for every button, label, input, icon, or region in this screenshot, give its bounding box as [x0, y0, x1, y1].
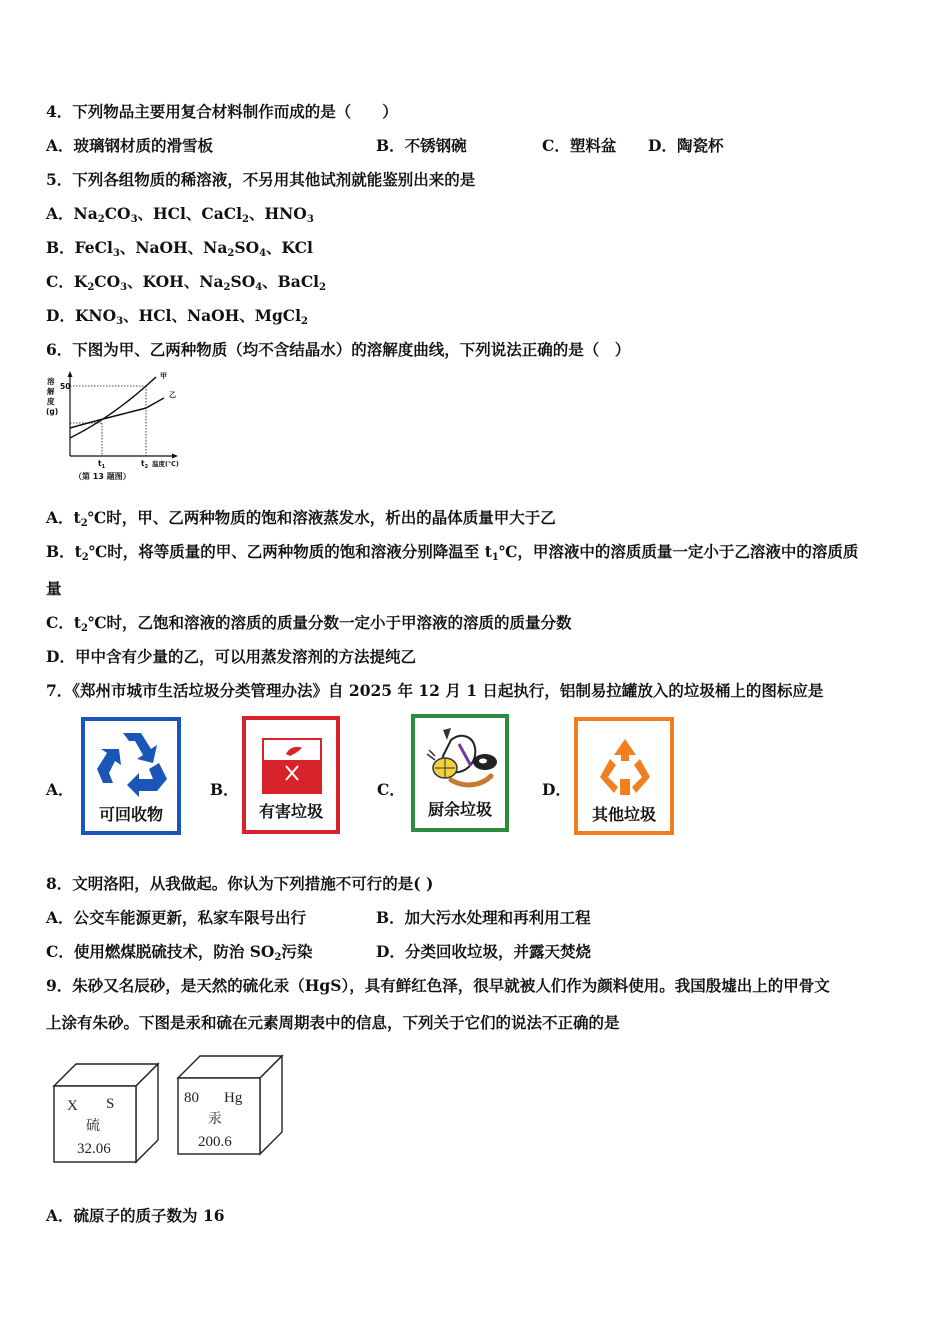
q7-option-c-label[interactable]: C． — [377, 780, 405, 799]
q5-a-p3: 、HCl、CaCl — [137, 204, 243, 223]
q6-b-s2: 1 — [491, 552, 499, 563]
q4-option-c[interactable]: C．塑料盆 — [542, 136, 617, 155]
sulfur-name: 硫 — [86, 1118, 100, 1134]
q8-option-d[interactable]: D．分类回收垃圾，并露天焚烧 — [376, 942, 591, 961]
ylabel-3: (g) — [46, 407, 59, 416]
ylabel-2: 度 — [47, 397, 55, 406]
q5-a-p4: 、HNO — [248, 204, 307, 223]
q5-c-s1: 2 — [87, 282, 95, 293]
q7-option-d-label[interactable]: D． — [542, 780, 571, 799]
q5-option-c[interactable] — [46, 272, 326, 292]
q8-options-row2 — [46, 942, 906, 962]
q6-c-t2: ℃时，乙饱和溶液的溶质的质量分数一定小于甲溶液的溶质的质量分数 — [87, 613, 572, 632]
q6-a-t2: ℃时，甲、乙两种物质的饱和溶液蒸发水，析出的晶体质量甲大于乙 — [87, 508, 556, 527]
q4-stem: 4．下列物品主要用复合材料制作而成的是（ ） — [46, 102, 398, 121]
y-tick-50: 50 — [60, 382, 71, 391]
q5-option-a[interactable] — [46, 204, 314, 224]
series-label-jia: 甲 — [160, 372, 167, 380]
q5-option-b[interactable] — [46, 238, 313, 258]
q5-a-s4: 3 — [306, 214, 314, 225]
q5-d-s1: 3 — [116, 316, 124, 327]
q7-option-b-label[interactable]: B． — [210, 780, 239, 799]
recycle-icon — [93, 727, 171, 799]
q5-a-p2: CO — [104, 204, 131, 223]
q5-a-s1: 2 — [97, 214, 105, 225]
curve-yi — [70, 398, 164, 428]
q6-a-s1: 2 — [80, 518, 88, 529]
q8-c-t1: C．使用燃煤脱硫技术，防治 SO — [46, 942, 275, 961]
q5-c-s4: 4 — [255, 282, 263, 293]
solubility-chart — [44, 368, 194, 486]
q4-option-a[interactable]: A．玻璃钢材质的滑雪板 — [46, 136, 214, 155]
q5-d-s2: 2 — [301, 316, 308, 327]
hazard-icon-frame — [262, 738, 322, 794]
q6-b-t1: B．t — [46, 542, 82, 561]
sulfur-number: X — [67, 1098, 78, 1114]
q5-b-p2: 、NaOH、Na — [119, 238, 228, 257]
q8-option-c[interactable] — [46, 942, 312, 962]
q7-option-a-label[interactable]: A． — [46, 780, 74, 799]
q5-stem: 5．下列各组物质的稀溶液，不另用其他试剂就能鉴别出来的是 — [46, 170, 476, 189]
other-waste-icon — [596, 735, 654, 799]
q6-c-t1: C．t — [46, 613, 81, 632]
mercury-mass: 200.6 — [198, 1134, 232, 1150]
q5-a-label: A． — [46, 204, 74, 223]
q6-b-t2: ℃时，将等质量的甲、乙两种物质的饱和溶液分别降温至 t — [88, 542, 492, 561]
x-tick-t2-sub: 2 — [144, 464, 149, 470]
mercury-name: 汞 — [208, 1111, 222, 1127]
q5-b-p4: 、KCl — [266, 238, 313, 257]
q6-b-t3: ℃，甲溶液中的溶质质量一定小于乙溶液中的溶质质 — [498, 542, 859, 561]
q5-b-s2: 2 — [227, 248, 235, 259]
q5-b-s1: 3 — [112, 248, 120, 259]
other-waste-bin-sign[interactable] — [574, 717, 674, 835]
q5-b-p3: SO — [234, 238, 260, 257]
food-scraps-icon — [421, 726, 503, 796]
hazardous-caption: 有害垃圾 — [258, 802, 323, 821]
q5-c-s3: 2 — [223, 282, 231, 293]
q5-a-s3: 2 — [242, 214, 249, 225]
mercury-symbol: Hg — [224, 1090, 243, 1106]
ylabel-0: 溶 — [47, 377, 55, 386]
q6-option-a[interactable] — [46, 508, 556, 528]
q4-option-d[interactable]: D．陶瓷杯 — [648, 136, 724, 155]
q5-b-s3: 4 — [259, 248, 267, 259]
q8-c-s1: 2 — [274, 952, 282, 963]
food-waste-bin-sign[interactable] — [411, 714, 509, 832]
mercury-element-cell — [174, 1052, 286, 1156]
q6-option-d[interactable]: D．甲中含有少量的乙，可以用蒸发溶剂的方法提纯乙 — [46, 647, 416, 666]
x-axis-arrow — [172, 454, 178, 459]
x-axis-label: 温度(℃) — [152, 460, 179, 468]
battery-hazard-icon — [282, 744, 304, 788]
ylabel-1: 解 — [47, 387, 55, 396]
q6-stem: 6．下图为甲、乙两种物质（均不含结晶水）的溶解度曲线，下列说法正确的是（ ） — [46, 340, 631, 359]
mercury-number: 80 — [184, 1090, 199, 1106]
sulfur-mass: 32.06 — [77, 1141, 111, 1157]
q5-b-label: B． — [46, 238, 75, 257]
x-tick-t1 — [98, 459, 106, 470]
hazardous-bin-sign[interactable] — [242, 716, 340, 834]
q8-option-b[interactable]: B．加大污水处理和再利用工程 — [376, 908, 591, 927]
q5-c-s5: 2 — [319, 282, 327, 293]
q6-option-b[interactable] — [46, 542, 858, 562]
q5-c-p1: K — [73, 272, 88, 291]
q7-stem: 7．《郑州市城市生活垃圾分类管理办法》自 2025 年 12 月 1 日起执行，铝制易拉罐放入的垃圾桶上的图标应是 — [46, 681, 824, 700]
q8-option-a[interactable]: A．公交车能源更新，私家车限号出行 — [46, 908, 307, 927]
q9-line2: 上涂有朱砂。下图是汞和硫在元素周期表中的信息，下列关于它们的说法不正确的是 — [46, 1013, 620, 1032]
q6-c-s1: 2 — [81, 623, 88, 634]
q9-line1: 9．朱砂又名辰砂，是天然的硫化汞（HgS），具有鲜红色泽，很早就被人们作为颜料使用。我国殷墟出上的甲骨文 — [46, 976, 830, 995]
x-tick-t1-base: t — [98, 459, 102, 468]
q5-c-label: C． — [46, 272, 74, 291]
q5-c-p4: SO — [230, 272, 256, 291]
other-waste-caption: 其他垃圾 — [591, 805, 656, 824]
sulfur-symbol: S — [106, 1096, 115, 1112]
q6-a-t1: A．t — [46, 508, 81, 527]
q4-option-b[interactable]: B．不锈钢碗 — [376, 136, 467, 155]
q6-option-b-cont: 量 — [46, 579, 62, 598]
chart-caption: （第 13 题图） — [74, 472, 131, 481]
series-label-yi: 乙 — [169, 391, 176, 399]
q5-c-p2: CO — [94, 272, 121, 291]
x-tick-t1-sub: 1 — [101, 464, 106, 470]
q5-d-p2: 、HCl、NaOH、MgCl — [123, 306, 302, 325]
recyclable-caption: 可回收物 — [98, 805, 163, 824]
q9-option-a[interactable]: A．硫原子的质子数为 16 — [46, 1206, 225, 1225]
x-tick-t2 — [141, 459, 149, 470]
q5-d-label: D． — [46, 306, 75, 325]
y-axis-arrow — [68, 371, 73, 377]
q5-a-p1: Na — [73, 204, 98, 223]
x-tick-t2-base: t — [141, 459, 145, 468]
q5-c-p5: 、BaCl — [262, 272, 320, 291]
q8-options-row1 — [46, 908, 906, 928]
food-waste-caption: 厨余垃圾 — [427, 800, 492, 819]
q8-c-t2: 污染 — [281, 942, 313, 961]
q5-c-s2: 3 — [120, 282, 128, 293]
q8-stem: 8．文明洛阳，从我做起。你认为下列措施不可行的是( ) — [46, 874, 434, 893]
q6-b-s1: 2 — [81, 552, 89, 563]
sulfur-element-cell — [50, 1060, 162, 1164]
q6-option-c[interactable] — [46, 613, 572, 633]
q5-option-d[interactable] — [46, 306, 308, 326]
q4-options — [46, 136, 906, 156]
q5-a-s2: 3 — [130, 214, 138, 225]
q5-b-p1: FeCl — [74, 238, 113, 257]
recyclable-bin-sign[interactable] — [81, 717, 181, 835]
q5-c-p3: 、KOH、Na — [127, 272, 224, 291]
q5-d-p1: KNO — [74, 306, 117, 325]
